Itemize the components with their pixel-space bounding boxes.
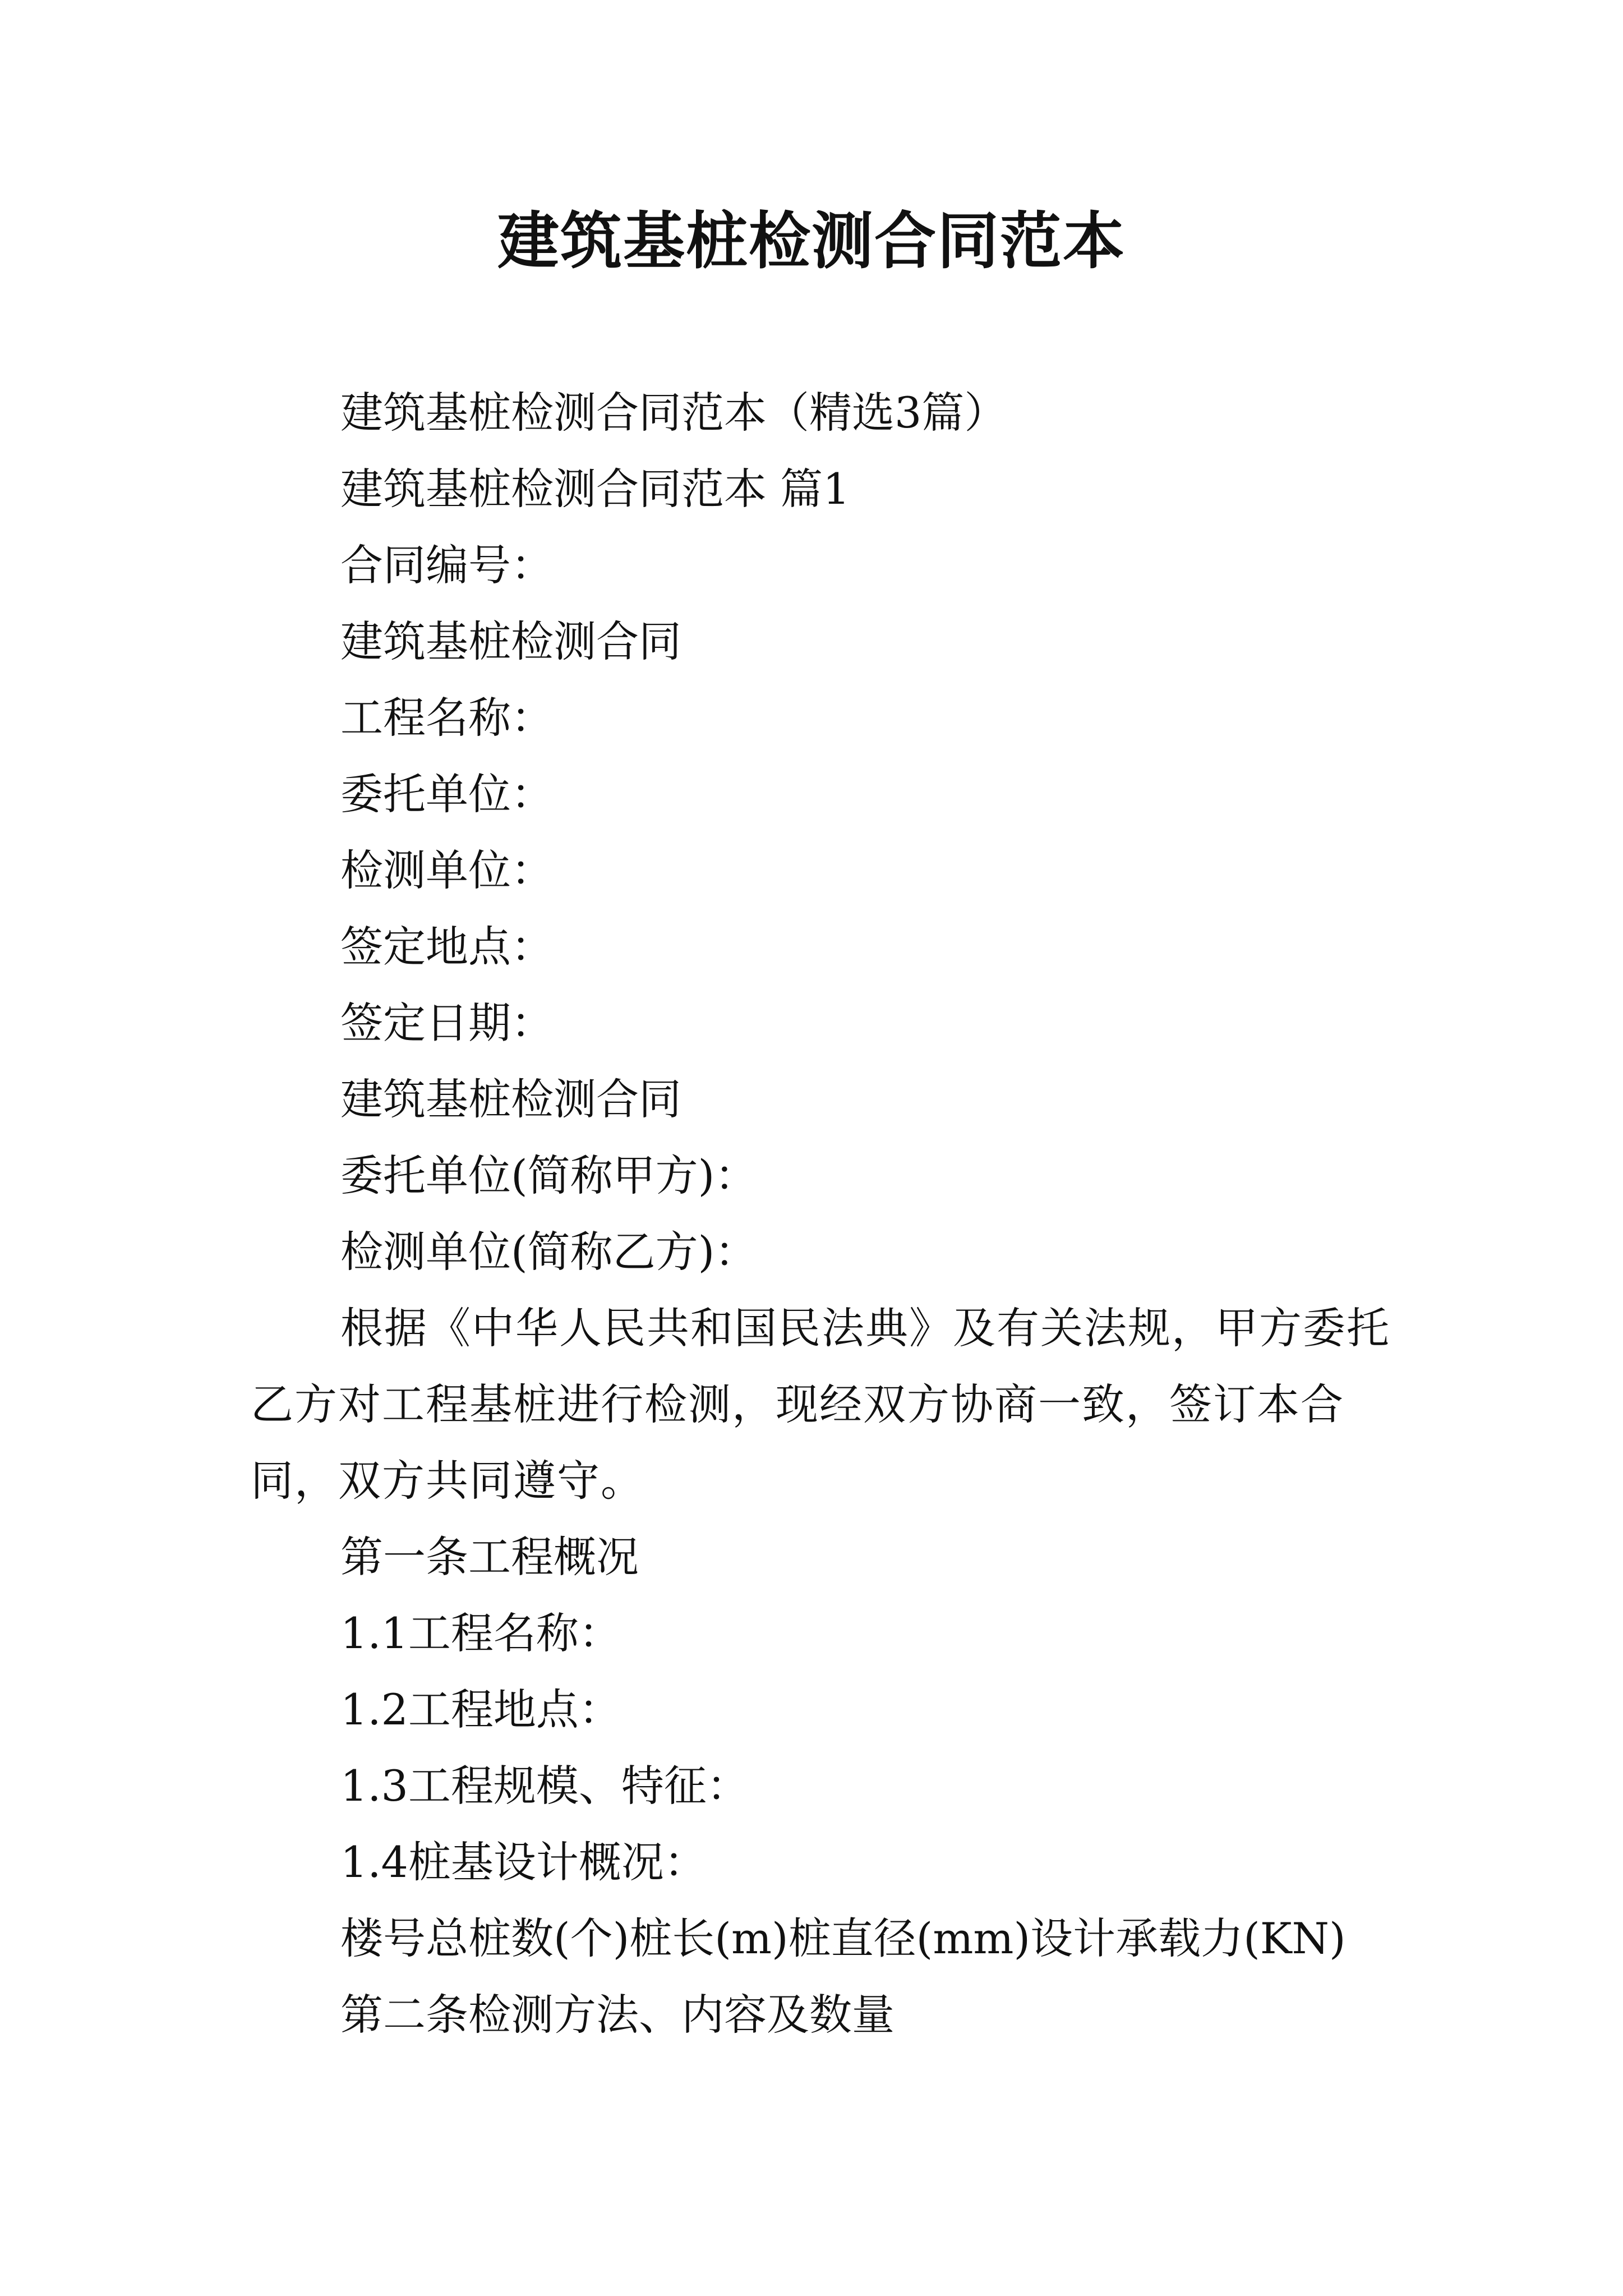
text-line: 合同编号：: [340, 540, 554, 590]
text-line: 1.2工程地点：: [340, 1685, 621, 1734]
document-body: [251, 375, 1395, 2053]
text-line: 检测单位：: [340, 845, 554, 895]
text-line: 建筑基桩检测合同范本 篇1: [340, 464, 850, 514]
text-line: 第一条工程概况: [340, 1532, 639, 1582]
document-title: 建筑基桩检测合同范本: [497, 205, 1126, 277]
text-line: 签定日期：: [340, 998, 554, 1048]
text-line: 建筑基桩检测合同范本（精选3篇）: [340, 388, 1007, 438]
text-line: 楼号总桩数(个)桩长(m)桩直径(mm)设计承载力(KN): [340, 1913, 1346, 1963]
text-line: 1.3工程规模、特征：: [340, 1761, 749, 1811]
body-paragraph: 根据《中华人民共和国民法典》及有关法规，甲方委托乙方对工程基桩进行检测，现经双方协商一致，签订本合同，双方共同遵守。: [251, 1303, 1390, 1506]
text-line: 1.4桩基设计概况：: [340, 1837, 707, 1887]
text-line: 工程名称：: [340, 693, 554, 743]
text-line: 1.1工程名称：: [340, 1608, 621, 1658]
text-line: 检测单位(简称乙方)：: [340, 1227, 758, 1277]
text-line: 委托单位(简称甲方)：: [340, 1151, 758, 1200]
text-line: 第二条检测方法、内容及数量: [340, 1990, 895, 2040]
text-line: 建筑基桩检测合同: [340, 1074, 681, 1124]
text-line: 委托单位：: [340, 769, 554, 819]
text-line: 签定地点：: [340, 922, 554, 972]
text-line: 建筑基桩检测合同: [340, 616, 681, 666]
